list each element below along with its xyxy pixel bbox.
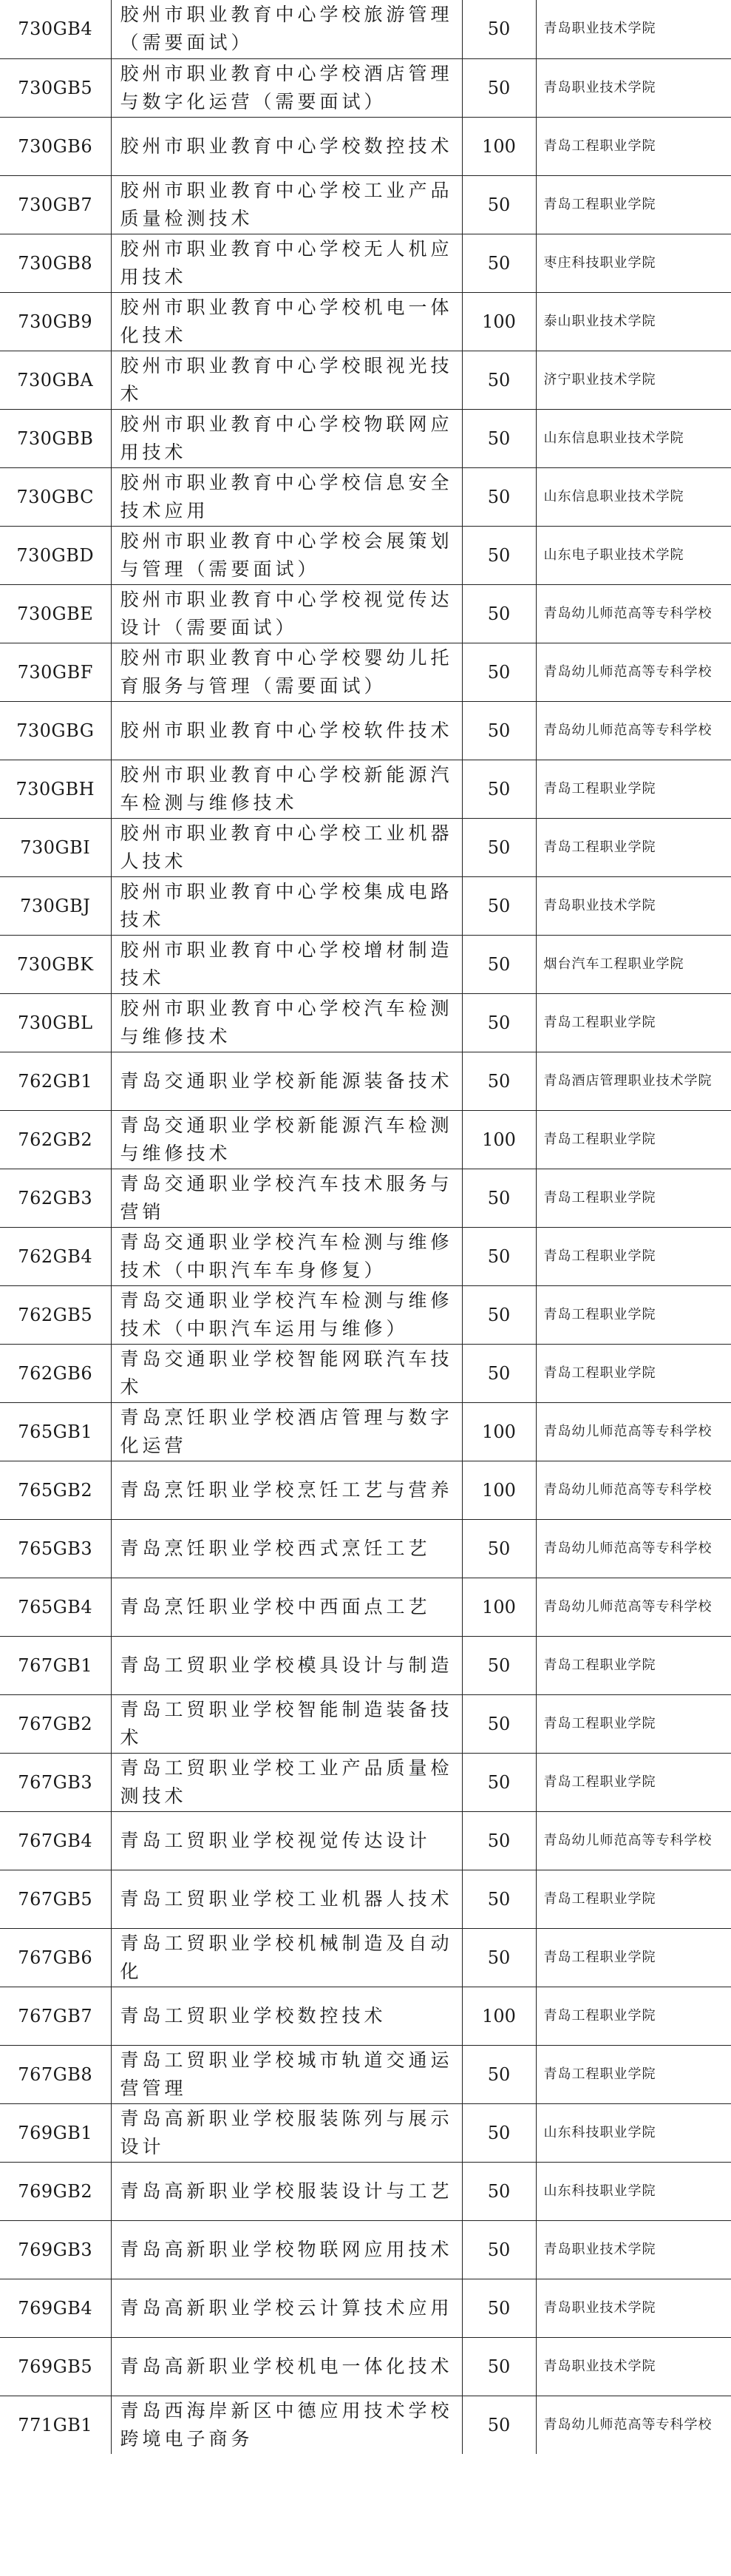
partner-college-cell: 青岛职业技术学院 <box>536 2337 731 2396</box>
table-row <box>0 2279 731 2337</box>
program-code-cell: 771GB1 <box>0 2396 111 2454</box>
enrollment-quota-cell: 50 <box>462 1811 536 1870</box>
table-row <box>0 1344 731 1402</box>
program-code-cell: 762GB3 <box>0 1169 111 1227</box>
table-row <box>0 1636 731 1694</box>
table-row <box>0 467 731 526</box>
program-name-cell: 青岛交通职业学校汽车检测与维修技术（中职汽车运用与维修） <box>111 1285 462 1344</box>
table-row <box>0 0 731 58</box>
enrollment-quota-cell: 100 <box>462 1461 536 1519</box>
table-row <box>0 1402 731 1461</box>
table-row <box>0 1694 731 1753</box>
program-name-cell: 胶州市职业教育中心学校物联网应用技术 <box>111 409 462 467</box>
partner-college-cell: 青岛职业技术学院 <box>536 0 731 58</box>
partner-college-cell: 烟台汽车工程职业学院 <box>536 935 731 993</box>
enrollment-quota-cell: 50 <box>462 467 536 526</box>
enrollment-quota-cell: 50 <box>462 1052 536 1110</box>
enrollment-quota-cell: 50 <box>462 526 536 584</box>
partner-college-cell: 山东信息职业技术学院 <box>536 409 731 467</box>
program-code-cell: 769GB2 <box>0 2162 111 2220</box>
partner-college-cell: 枣庄科技职业学院 <box>536 234 731 292</box>
program-code-cell: 765GB4 <box>0 1578 111 1636</box>
program-name-cell: 青岛烹饪职业学校烹饪工艺与营养 <box>111 1461 462 1519</box>
partner-college-cell: 青岛工程职业学院 <box>536 1169 731 1227</box>
enrollment-quota-cell: 50 <box>462 584 536 643</box>
program-name-cell: 青岛交通职业学校新能源装备技术 <box>111 1052 462 1110</box>
program-code-cell: 767GB5 <box>0 1870 111 1928</box>
partner-college-cell: 青岛幼儿师范高等专科学校 <box>536 1578 731 1636</box>
program-name-cell: 青岛工贸职业学校工业机器人技术 <box>111 1870 462 1928</box>
table-row <box>0 1928 731 1987</box>
table-row <box>0 2045 731 2103</box>
program-name-cell: 胶州市职业教育中心学校眼视光技术 <box>111 351 462 409</box>
table-row <box>0 701 731 760</box>
program-name-cell: 胶州市职业教育中心学校旅游管理（需要面试） <box>111 0 462 58</box>
partner-college-cell: 青岛酒店管理职业技术学院 <box>536 1052 731 1110</box>
program-code-cell: 762GB6 <box>0 1344 111 1402</box>
program-name-cell: 胶州市职业教育中心学校数控技术 <box>111 117 462 175</box>
enrollment-quota-cell: 50 <box>462 760 536 818</box>
partner-college-cell: 青岛幼儿师范高等专科学校 <box>536 643 731 701</box>
program-code-cell: 767GB2 <box>0 1694 111 1753</box>
program-code-cell: 730GB8 <box>0 234 111 292</box>
program-code-cell: 730GB4 <box>0 0 111 58</box>
partner-college-cell: 青岛工程职业学院 <box>536 1110 731 1169</box>
table-row <box>0 2103 731 2162</box>
partner-college-cell: 青岛工程职业学院 <box>536 1227 731 1285</box>
program-name-cell: 青岛高新职业学校物联网应用技术 <box>111 2220 462 2279</box>
program-code-cell: 730GBE <box>0 584 111 643</box>
program-name-cell: 青岛烹饪职业学校中西面点工艺 <box>111 1578 462 1636</box>
program-name-cell: 青岛工贸职业学校模具设计与制造 <box>111 1636 462 1694</box>
program-name-cell: 胶州市职业教育中心学校无人机应用技术 <box>111 234 462 292</box>
partner-college-cell: 青岛工程职业学院 <box>536 2045 731 2103</box>
program-code-cell: 730GB5 <box>0 58 111 117</box>
enrollment-quota-cell: 50 <box>462 1285 536 1344</box>
program-code-cell: 767GB1 <box>0 1636 111 1694</box>
program-code-cell: 762GB5 <box>0 1285 111 1344</box>
program-name-cell: 胶州市职业教育中心学校酒店管理与数字化运营（需要面试） <box>111 58 462 117</box>
table-row <box>0 993 731 1052</box>
enrollment-quota-cell: 50 <box>462 234 536 292</box>
program-name-cell: 青岛高新职业学校云计算技术应用 <box>111 2279 462 2337</box>
enrollment-quota-cell: 50 <box>462 0 536 58</box>
enrollment-quota-cell: 50 <box>462 2396 536 2454</box>
program-name-cell: 胶州市职业教育中心学校汽车检测与维修技术 <box>111 993 462 1052</box>
partner-college-cell: 青岛职业技术学院 <box>536 2279 731 2337</box>
partner-college-cell: 青岛工程职业学院 <box>536 1928 731 1987</box>
enrollment-quota-cell: 50 <box>462 1928 536 1987</box>
table-row <box>0 935 731 993</box>
enrollment-quota-cell: 50 <box>462 1344 536 1402</box>
enrollment-quota-cell: 50 <box>462 2162 536 2220</box>
program-name-cell: 青岛交通职业学校新能源汽车检测与维修技术 <box>111 1110 462 1169</box>
enrollment-quota-cell: 100 <box>462 1402 536 1461</box>
partner-college-cell: 青岛工程职业学院 <box>536 1753 731 1811</box>
partner-college-cell: 山东电子职业技术学院 <box>536 526 731 584</box>
enrollment-quota-cell: 50 <box>462 1753 536 1811</box>
table-row <box>0 1870 731 1928</box>
table-row <box>0 1227 731 1285</box>
program-code-cell: 765GB1 <box>0 1402 111 1461</box>
table-row <box>0 117 731 175</box>
program-name-cell: 胶州市职业教育中心学校机电一体化技术 <box>111 292 462 351</box>
enrollment-quota-cell: 50 <box>462 643 536 701</box>
program-name-cell: 青岛烹饪职业学校西式烹饪工艺 <box>111 1519 462 1578</box>
program-code-cell: 730GBH <box>0 760 111 818</box>
program-code-cell: 730GBC <box>0 467 111 526</box>
program-name-cell: 青岛交通职业学校智能网联汽车技术 <box>111 1344 462 1402</box>
enrollment-quota-cell: 100 <box>462 1110 536 1169</box>
program-code-cell: 767GB3 <box>0 1753 111 1811</box>
program-name-cell: 青岛高新职业学校机电一体化技术 <box>111 2337 462 2396</box>
partner-college-cell: 济宁职业技术学院 <box>536 351 731 409</box>
table-row <box>0 58 731 117</box>
program-name-cell: 青岛交通职业学校汽车技术服务与营销 <box>111 1169 462 1227</box>
enrollment-quota-cell: 50 <box>462 2103 536 2162</box>
program-name-cell: 青岛工贸职业学校视觉传达设计 <box>111 1811 462 1870</box>
program-name-cell: 胶州市职业教育中心学校会展策划与管理（需要面试） <box>111 526 462 584</box>
table-row <box>0 2396 731 2454</box>
table-row <box>0 1753 731 1811</box>
enrollment-quota-cell: 50 <box>462 2337 536 2396</box>
table-row <box>0 1811 731 1870</box>
partner-college-cell: 青岛职业技术学院 <box>536 2220 731 2279</box>
table-row <box>0 2337 731 2396</box>
program-code-cell: 730GBD <box>0 526 111 584</box>
partner-college-cell: 山东信息职业技术学院 <box>536 467 731 526</box>
partner-college-cell: 青岛幼儿师范高等专科学校 <box>536 584 731 643</box>
partner-college-cell: 青岛工程职业学院 <box>536 175 731 234</box>
partner-college-cell: 青岛工程职业学院 <box>536 818 731 876</box>
program-code-cell: 762GB2 <box>0 1110 111 1169</box>
partner-college-cell: 青岛工程职业学院 <box>536 1870 731 1928</box>
program-name-cell: 青岛工贸职业学校工业产品质量检测技术 <box>111 1753 462 1811</box>
program-code-cell: 762GB4 <box>0 1227 111 1285</box>
partner-college-cell: 青岛幼儿师范高等专科学校 <box>536 701 731 760</box>
partner-college-cell: 青岛幼儿师范高等专科学校 <box>536 2396 731 2454</box>
enrollment-quota-cell: 50 <box>462 1870 536 1928</box>
enrollment-quota-cell: 50 <box>462 2045 536 2103</box>
table-row <box>0 643 731 701</box>
program-code-cell: 730GBK <box>0 935 111 993</box>
program-name-cell: 青岛烹饪职业学校酒店管理与数字化运营 <box>111 1402 462 1461</box>
partner-college-cell: 青岛工程职业学院 <box>536 993 731 1052</box>
table-row <box>0 760 731 818</box>
program-code-cell: 730GBB <box>0 409 111 467</box>
program-name-cell: 青岛工贸职业学校城市轨道交通运营管理 <box>111 2045 462 2103</box>
enrollment-quota-cell: 50 <box>462 935 536 993</box>
enrollment-quota-cell: 100 <box>462 117 536 175</box>
program-code-cell: 765GB3 <box>0 1519 111 1578</box>
program-name-cell: 青岛西海岸新区中德应用技术学校跨境电子商务 <box>111 2396 462 2454</box>
partner-college-cell: 山东科技职业学院 <box>536 2162 731 2220</box>
program-name-cell: 胶州市职业教育中心学校工业机器人技术 <box>111 818 462 876</box>
program-code-cell: 730GBL <box>0 993 111 1052</box>
program-code-cell: 730GB9 <box>0 292 111 351</box>
partner-college-cell: 青岛职业技术学院 <box>536 876 731 935</box>
program-name-cell: 胶州市职业教育中心学校增材制造技术 <box>111 935 462 993</box>
partner-college-cell: 青岛工程职业学院 <box>536 1694 731 1753</box>
partner-college-cell: 青岛幼儿师范高等专科学校 <box>536 1519 731 1578</box>
enrollment-quota-cell: 50 <box>462 1519 536 1578</box>
partner-college-cell: 青岛幼儿师范高等专科学校 <box>536 1402 731 1461</box>
program-name-cell: 青岛工贸职业学校智能制造装备技术 <box>111 1694 462 1753</box>
program-code-cell: 730GBJ <box>0 876 111 935</box>
enrollment-quota-cell: 50 <box>462 1227 536 1285</box>
table-row <box>0 2220 731 2279</box>
program-code-cell: 767GB6 <box>0 1928 111 1987</box>
program-name-cell: 青岛工贸职业学校机械制造及自动化 <box>111 1928 462 1987</box>
table-row <box>0 234 731 292</box>
program-name-cell: 胶州市职业教育中心学校信息安全技术应用 <box>111 467 462 526</box>
partner-college-cell: 青岛工程职业学院 <box>536 1285 731 1344</box>
table-row <box>0 1110 731 1169</box>
table-row <box>0 409 731 467</box>
program-code-cell: 769GB3 <box>0 2220 111 2279</box>
table-row <box>0 292 731 351</box>
partner-college-cell: 青岛工程职业学院 <box>536 1636 731 1694</box>
program-code-cell: 762GB1 <box>0 1052 111 1110</box>
program-name-cell: 胶州市职业教育中心学校软件技术 <box>111 701 462 760</box>
program-code-cell: 769GB5 <box>0 2337 111 2396</box>
partner-college-cell: 青岛工程职业学院 <box>536 117 731 175</box>
partner-college-cell: 青岛工程职业学院 <box>536 1987 731 2045</box>
table-row <box>0 584 731 643</box>
enrollment-quota-cell: 50 <box>462 175 536 234</box>
table-row <box>0 175 731 234</box>
enrollment-quota-cell: 100 <box>462 292 536 351</box>
program-name-cell: 青岛高新职业学校服装陈列与展示设计 <box>111 2103 462 2162</box>
program-code-cell: 730GB7 <box>0 175 111 234</box>
program-name-cell: 胶州市职业教育中心学校婴幼儿托育服务与管理（需要面试） <box>111 643 462 701</box>
program-name-cell: 胶州市职业教育中心学校集成电路技术 <box>111 876 462 935</box>
enrollment-quota-cell: 50 <box>462 876 536 935</box>
table-row <box>0 1519 731 1578</box>
program-code-cell: 767GB7 <box>0 1987 111 2045</box>
enrollment-quota-cell: 50 <box>462 58 536 117</box>
enrollment-quota-cell: 50 <box>462 818 536 876</box>
program-code-cell: 730GBI <box>0 818 111 876</box>
partner-college-cell: 山东科技职业学院 <box>536 2103 731 2162</box>
partner-college-cell: 青岛幼儿师范高等专科学校 <box>536 1461 731 1519</box>
partner-college-cell: 泰山职业技术学院 <box>536 292 731 351</box>
table-row <box>0 876 731 935</box>
program-code-cell: 730GBG <box>0 701 111 760</box>
partner-college-cell: 青岛工程职业学院 <box>536 760 731 818</box>
enrollment-quota-cell: 50 <box>462 351 536 409</box>
enrollment-quota-cell: 50 <box>462 1694 536 1753</box>
program-name-cell: 胶州市职业教育中心学校视觉传达设计（需要面试） <box>111 584 462 643</box>
program-name-cell: 胶州市职业教育中心学校新能源汽车检测与维修技术 <box>111 760 462 818</box>
enrollment-quota-cell: 50 <box>462 2279 536 2337</box>
program-code-cell: 765GB2 <box>0 1461 111 1519</box>
table-row <box>0 526 731 584</box>
table-row <box>0 1987 731 2045</box>
enrollment-quota-cell: 50 <box>462 701 536 760</box>
program-name-cell: 青岛工贸职业学校数控技术 <box>111 1987 462 2045</box>
table-row <box>0 1052 731 1110</box>
table-row <box>0 1169 731 1227</box>
enrollment-quota-cell: 50 <box>462 993 536 1052</box>
program-code-cell: 730GB6 <box>0 117 111 175</box>
program-code-cell: 769GB4 <box>0 2279 111 2337</box>
partner-college-cell: 青岛职业技术学院 <box>536 58 731 117</box>
table-row <box>0 351 731 409</box>
program-code-cell: 767GB4 <box>0 1811 111 1870</box>
program-code-cell: 730GBF <box>0 643 111 701</box>
enrollment-quota-cell: 50 <box>462 1169 536 1227</box>
program-code-cell: 730GBA <box>0 351 111 409</box>
table-row <box>0 2162 731 2220</box>
partner-college-cell: 青岛工程职业学院 <box>536 1344 731 1402</box>
program-code-cell: 769GB1 <box>0 2103 111 2162</box>
table-row <box>0 818 731 876</box>
partner-college-cell: 青岛幼儿师范高等专科学校 <box>536 1811 731 1870</box>
program-name-cell: 青岛交通职业学校汽车检测与维修技术（中职汽车车身修复） <box>111 1227 462 1285</box>
table-row <box>0 1285 731 1344</box>
enrollment-quota-cell: 50 <box>462 2220 536 2279</box>
program-name-cell: 胶州市职业教育中心学校工业产品质量检测技术 <box>111 175 462 234</box>
enrollment-quota-cell: 50 <box>462 409 536 467</box>
program-code-cell: 767GB8 <box>0 2045 111 2103</box>
table-row <box>0 1461 731 1519</box>
enrollment-quota-cell: 50 <box>462 1636 536 1694</box>
enrollment-quota-cell: 100 <box>462 1987 536 2045</box>
program-name-cell: 青岛高新职业学校服装设计与工艺 <box>111 2162 462 2220</box>
table-row <box>0 1578 731 1636</box>
enrollment-quota-cell: 100 <box>462 1578 536 1636</box>
